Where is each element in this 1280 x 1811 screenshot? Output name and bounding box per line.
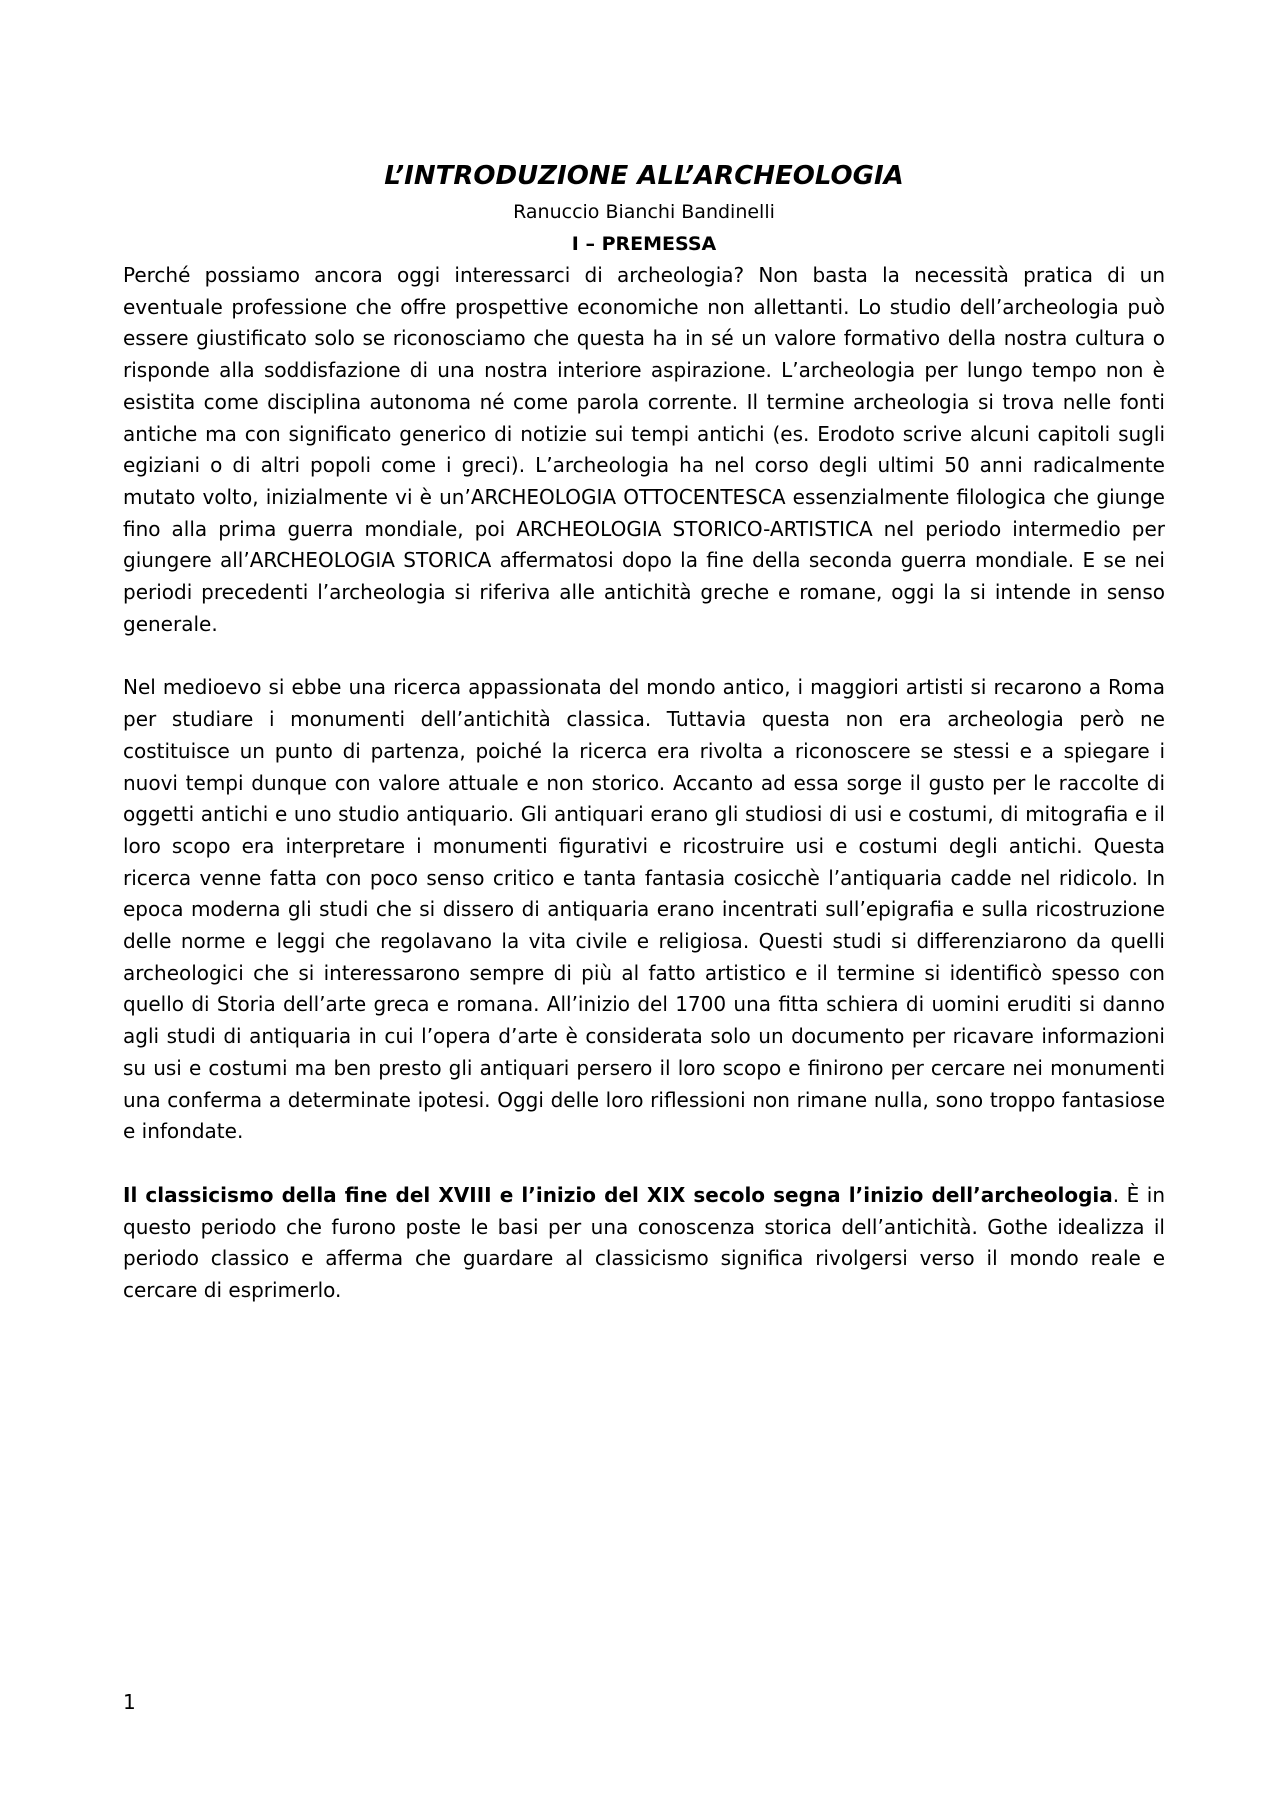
paragraph-3-rest: . È in questo periodo che furono poste le basi per una conoscenza storica dell’antichità. Gothe idealizza il periodo classico e afferma che guardare al classicismo significa rivolgersi verso il mondo reale e cercare di esprimerlo. — [123, 1182, 1165, 1303]
paragraph-gap — [123, 640, 1165, 672]
document-author: Ranuccio Bianchi Bandinelli — [513, 201, 775, 223]
paragraph-1: Perché possiamo ancora oggi interessarci di archeologia? Non basta la necessità pratica di un eventuale professione che offre prospettive economiche non allettanti. Lo studio dell’archeologia può essere giustificato solo se riconosciamo che questa ha in sé un valore formativo della nostra cultura o risponde alla soddisfazione di una nostra interiore aspirazione. L’archeologia per lungo tempo non è esistita come disciplina autonoma né come parola corrente. Il termine archeologia si trova nelle fonti antiche ma con significato generico di notizie sui tempi antichi (es. Erodoto scrive alcuni capitoli sugli egiziani o di altri popoli come i greci). L’archeologia ha nel corso degli ultimi 50 anni radicalmente mutato volto, inizialmente vi è un’ARCHEOLOGIA OTTOCENTESCA essenzialmente filologica che giunge fino alla prima guerra mondiale, poi ARCHEOLOGIA STORICO-ARTISTICA nel periodo intermedio per giungere all’ARCHEOLOGIA STORICA affermatosi dopo la fine della seconda guerra mondiale. E se nei periodi precedenti l’archeologia si riferiva alle antichità greche e romane, oggi la si intende in senso generale. — [123, 263, 1165, 636]
document-title: L’INTRODUZIONE ALL’ARCHEOLOGIA — [384, 161, 904, 191]
paragraph-2: Nel medioevo si ebbe una ricerca appassionata del mondo antico, i maggiori artisti si recarono a Roma per studiare i monumenti dell’antichità classica. Tuttavia questa non era archeologia però ne costituisce un punto di partenza, poiché la ricerca era rivolta a riconoscere se stessi e a spiegare i nuovi tempi dunque con valore attuale e non storico. Accanto ad essa sorge il gusto per le raccolte di oggetti antichi e uno studio antiquario. Gli antiquari erano gli studiosi di usi e costumi, di mitografia e il loro scopo era interpretare i monumenti figurativi e ricostruire usi e costumi degli antichi. Questa ricerca venne fatta con poco senso critico e tanta fantasia cosicchè l’antiquaria cadde nel ridicolo. In epoca moderna gli studi che si dissero di antiquaria erano incentrati sull’epigrafia e sulla ricostruzione delle norme e leggi che regolavano la vita civile e religiosa. Questi studi si differenziarono da quelli archeologici che si interessarono sempre di più al fatto artistico e il termine si identificò spesso con quello di Storia dell’arte greca e romana. All’inizio del 1700 una fitta schiera di uomini eruditi si danno agli studi di antiquaria in cui l’opera d’arte è considerata solo un documento per ricavare informazioni su usi e costumi ma ben presto gli antiquari persero il loro scopo e finirono per cercare nei monumenti una conferma a determinate ipotesi. Oggi delle loro riflessioni non rimane nulla, sono troppo fantasiose e infondate. — [123, 675, 1165, 1144]
paragraph-gap — [123, 1148, 1165, 1180]
paragraph-3 — [123, 1180, 1165, 1307]
paragraph-3-bold-lead: Il classicismo della fine del XVIII e l’inizio del XIX secolo segna l’inizio dell’archeologia — [123, 1182, 1113, 1207]
document-body — [123, 156, 1165, 1307]
section-heading: I – PREMESSA — [571, 233, 717, 255]
page-number: 1 — [123, 1690, 136, 1714]
